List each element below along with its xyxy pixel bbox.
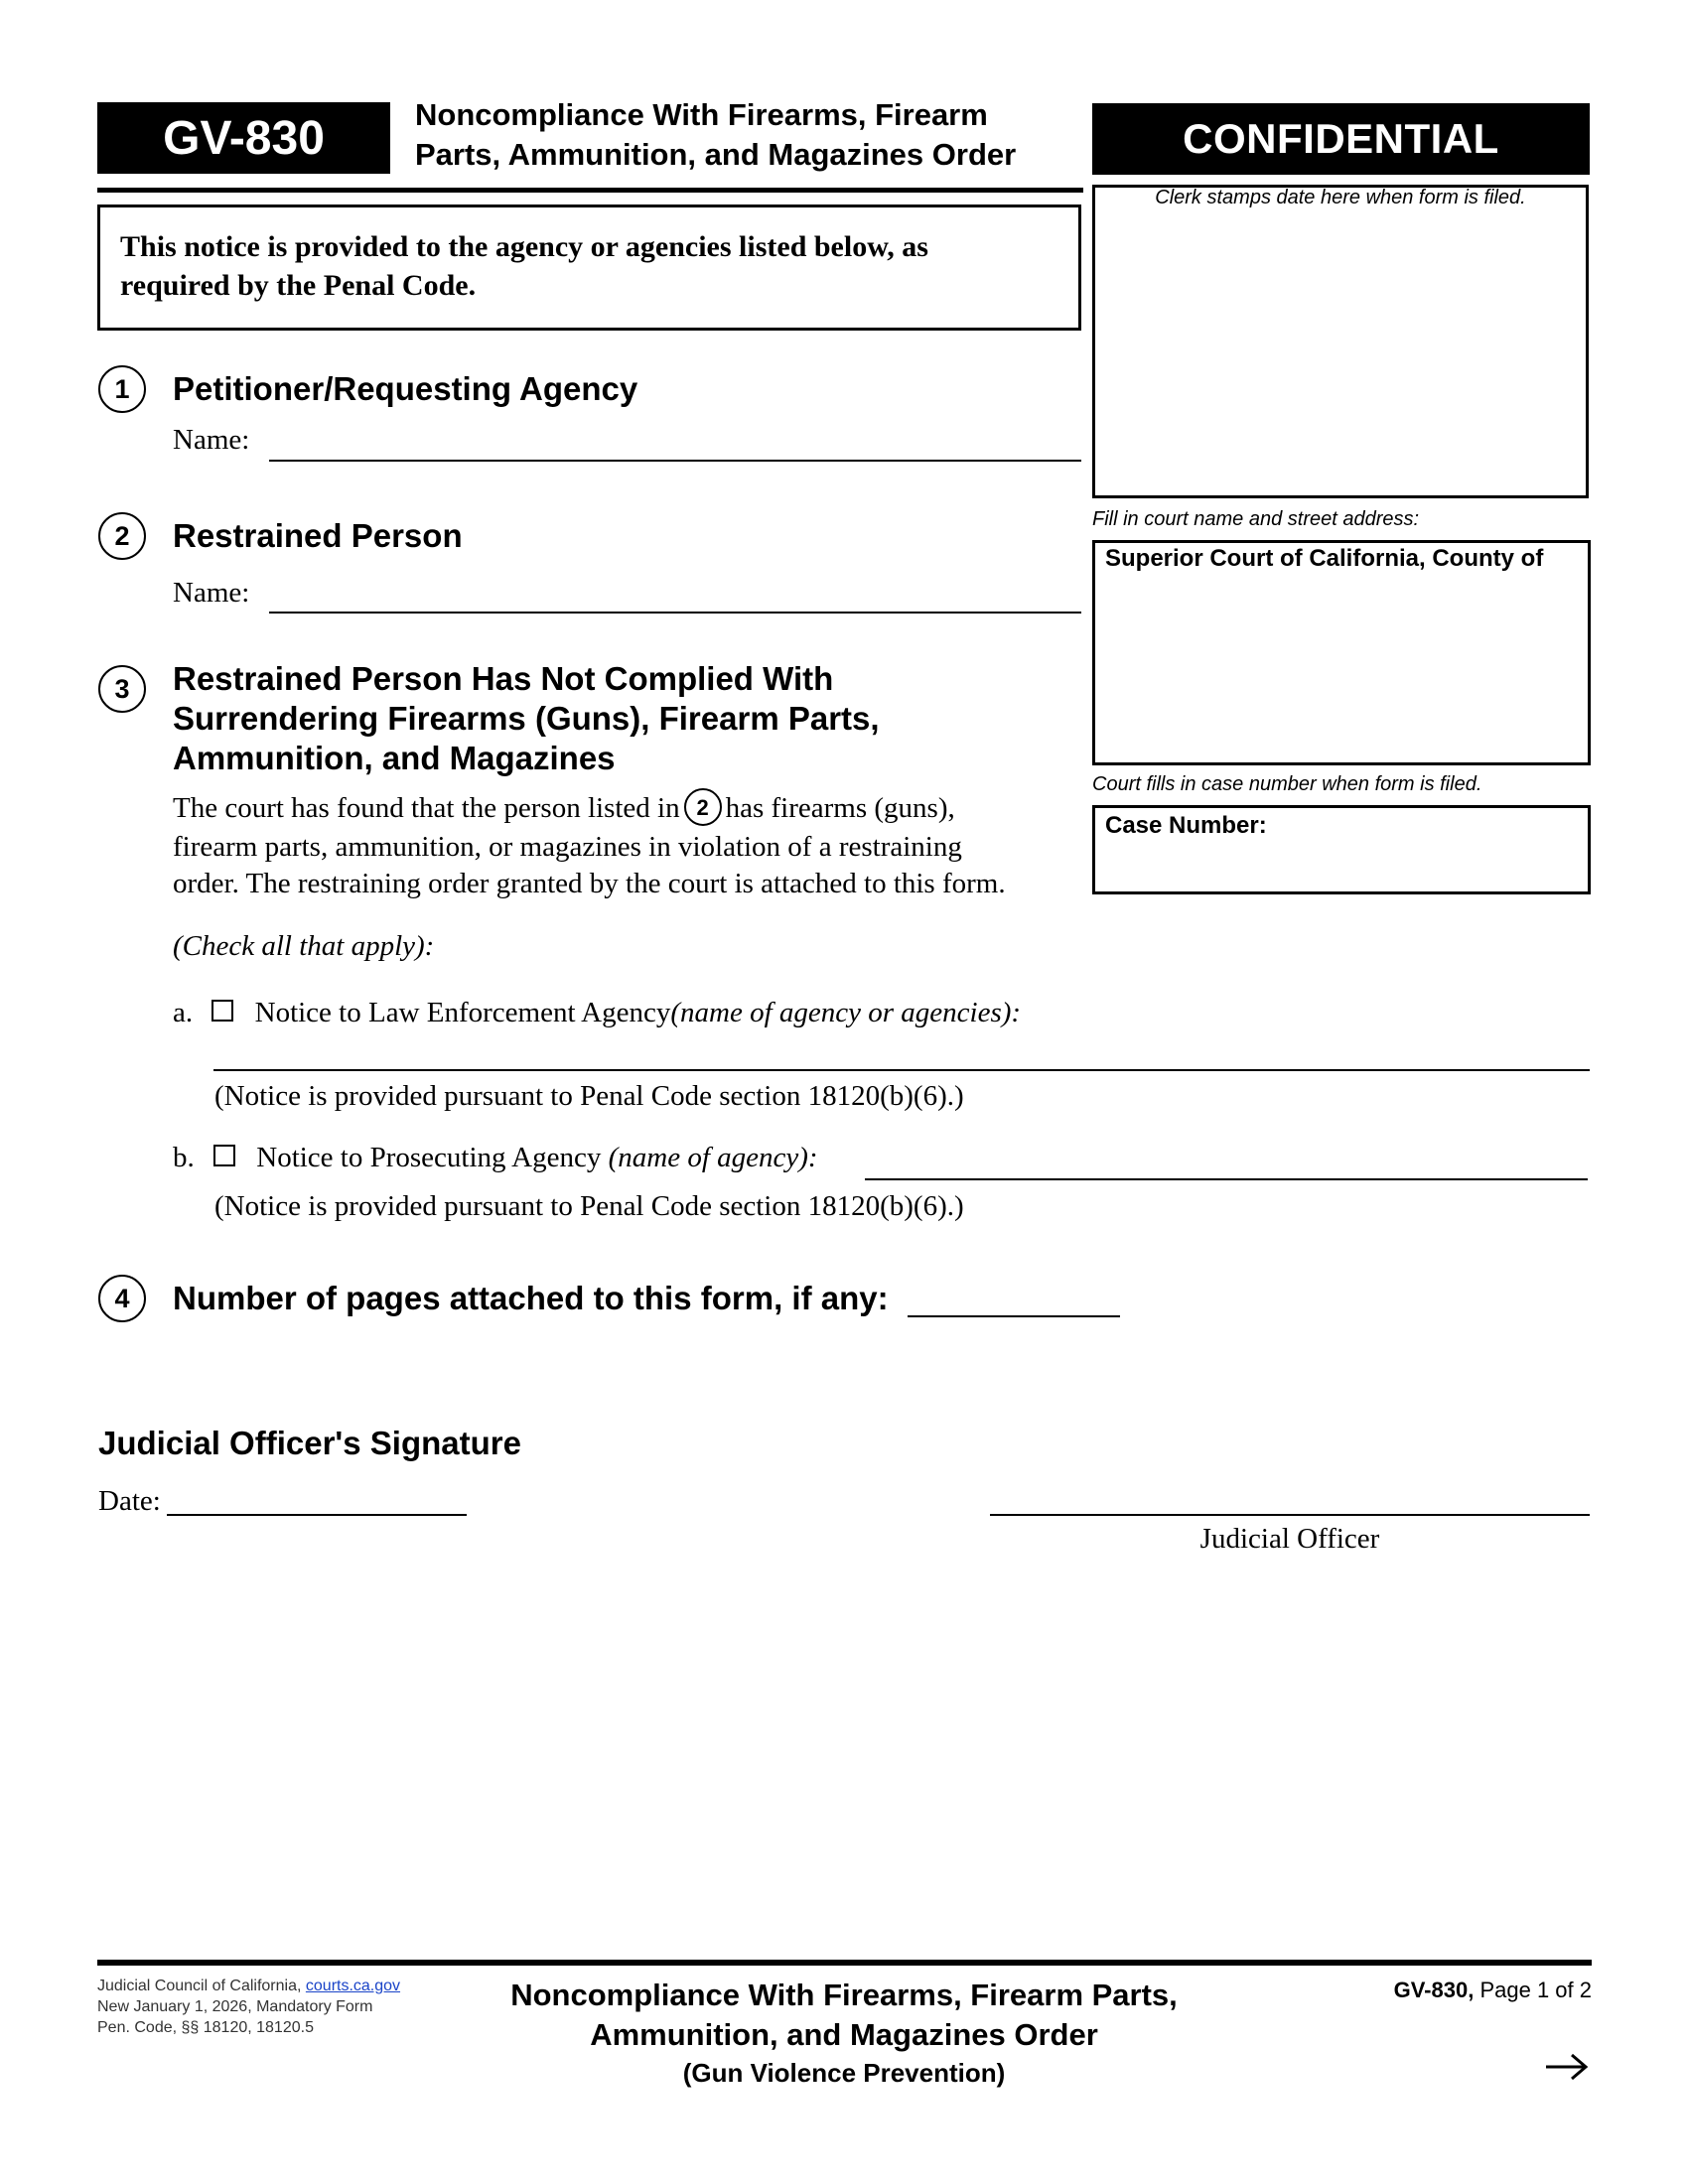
- prosecuting-agency-checkbox[interactable]: [213, 1145, 235, 1166]
- footer-codes: Pen. Code, §§ 18120, 18120.5: [97, 2019, 314, 2036]
- case-number-label: Case Number:: [1105, 812, 1267, 839]
- attached-pages-field[interactable]: [908, 1315, 1120, 1317]
- confidential-banner: CONFIDENTIAL: [1092, 103, 1590, 175]
- date-label: Date:: [98, 1485, 161, 1517]
- footer-title-line1: Noncompliance With Firearms, Firearm Parts,: [510, 1978, 1178, 2012]
- footer-council: Judicial Council of California,: [97, 1978, 302, 1994]
- item-b-label: Notice to Prosecuting Agency: [256, 1142, 602, 1173]
- header-rule: [97, 188, 1083, 193]
- footer-form-number: GV-830,: [1393, 1978, 1475, 2002]
- date-field[interactable]: [167, 1514, 467, 1516]
- prosecuting-agency-field[interactable]: [865, 1178, 1588, 1180]
- court-address-prefill: Superior Court of California, County of: [1105, 545, 1544, 572]
- law-enforcement-checkbox[interactable]: [211, 1000, 233, 1022]
- notice-line2: required by the Penal Code.: [120, 269, 477, 302]
- restrained-name-label: Name:: [173, 577, 250, 609]
- court-address-note: Fill in court name and street address:: [1092, 508, 1420, 530]
- footer-revision: New January 1, 2026, Mandatory Form: [97, 1998, 373, 2015]
- form-title: [415, 95, 1090, 175]
- next-page-arrow-icon[interactable]: [1544, 2045, 1590, 2092]
- footer-left: [97, 1976, 400, 2038]
- item-b-hint: (name of agency):: [608, 1142, 818, 1173]
- petitioner-name-label: Name:: [173, 424, 250, 456]
- notice-line1: This notice is provided to the agency or agencies listed below, as: [120, 230, 928, 263]
- section-3-heading-line1: Restrained Person Has Not Complied With: [173, 660, 834, 697]
- form-title-line2: Parts, Ammunition, and Magazines Order: [415, 137, 1017, 172]
- check-all-instruction: (Check all that apply):: [173, 930, 435, 962]
- section-3-number: 3: [98, 665, 146, 713]
- item-a-label: Notice to Law Enforcement Agency: [254, 997, 671, 1028]
- clerk-stamp-note: Clerk stamps date here when form is filed.: [1155, 187, 1526, 208]
- item-b-letter: b.: [173, 1142, 195, 1173]
- section-3-heading: [173, 659, 880, 778]
- restrained-name-field[interactable]: [269, 612, 1081, 614]
- section-1-heading: Petitioner/Requesting Agency: [173, 370, 638, 407]
- clerk-stamp-box[interactable]: [1092, 185, 1589, 498]
- section-2-heading: Restrained Person: [173, 517, 463, 554]
- body-line1-pre: The court has found that the person listed in: [173, 792, 680, 824]
- judicial-officer-signature-field[interactable]: [990, 1514, 1590, 1516]
- footer-page-info: [1291, 1978, 1592, 2003]
- item-a-hint: (name of agency or agencies):: [670, 997, 1022, 1028]
- section-3-body-line1: [173, 790, 1086, 829]
- footer-council-line: [97, 1976, 400, 1996]
- petitioner-name-field[interactable]: [269, 460, 1081, 462]
- section-4-heading: Number of pages attached to this form, if any:: [173, 1280, 889, 1316]
- judicial-officer-label: Judicial Officer: [1199, 1523, 1380, 1555]
- section-2-number: 2: [98, 512, 146, 560]
- law-enforcement-agency-field[interactable]: [213, 1069, 1590, 1071]
- footer-title: [447, 1976, 1241, 2091]
- section-3-body-line3: order. The restraining order granted by the court is attached to this form.: [173, 868, 1006, 900]
- item-a-note: (Notice is provided pursuant to Penal Code section 18120(b)(6).): [214, 1080, 964, 1112]
- section-3-heading-line3: Ammunition, and Magazines: [173, 740, 616, 776]
- item-b-note: (Notice is provided pursuant to Penal Code section 18120(b)(6).): [214, 1190, 964, 1222]
- court-address-box[interactable]: [1092, 540, 1591, 765]
- section-3-heading-line2: Surrendering Firearms (Guns), Firearm Parts,: [173, 700, 880, 737]
- courts-link[interactable]: courts.ca.gov: [305, 1978, 401, 1994]
- section-4-number: 4: [98, 1275, 146, 1322]
- notice-box: [97, 205, 1081, 331]
- section-2-reference: 2: [684, 788, 722, 826]
- signature-heading: Judicial Officer's Signature: [98, 1425, 521, 1461]
- footer-title-line2: Ammunition, and Magazines Order: [590, 2017, 1098, 2052]
- item-a-row: [173, 995, 1021, 1031]
- form-number-box: GV-830: [97, 102, 390, 174]
- footer-subtitle: (Gun Violence Prevention): [682, 2058, 1006, 2088]
- item-b-row: [173, 1140, 818, 1176]
- case-number-note: Court fills in case number when form is filed.: [1092, 773, 1482, 795]
- footer-rule: [97, 1960, 1592, 1966]
- form-title-line1: Noncompliance With Firearms, Firearm: [415, 97, 988, 132]
- body-line1-post: has firearms (guns),: [725, 792, 955, 824]
- section-3-body-line2: firearm parts, ammunition, or magazines in violation of a restraining: [173, 831, 962, 864]
- section-3-body: [173, 790, 1086, 902]
- footer-page-number: Page 1 of 2: [1479, 1978, 1592, 2002]
- section-1-number: 1: [98, 365, 146, 413]
- item-a-letter: a.: [173, 997, 194, 1028]
